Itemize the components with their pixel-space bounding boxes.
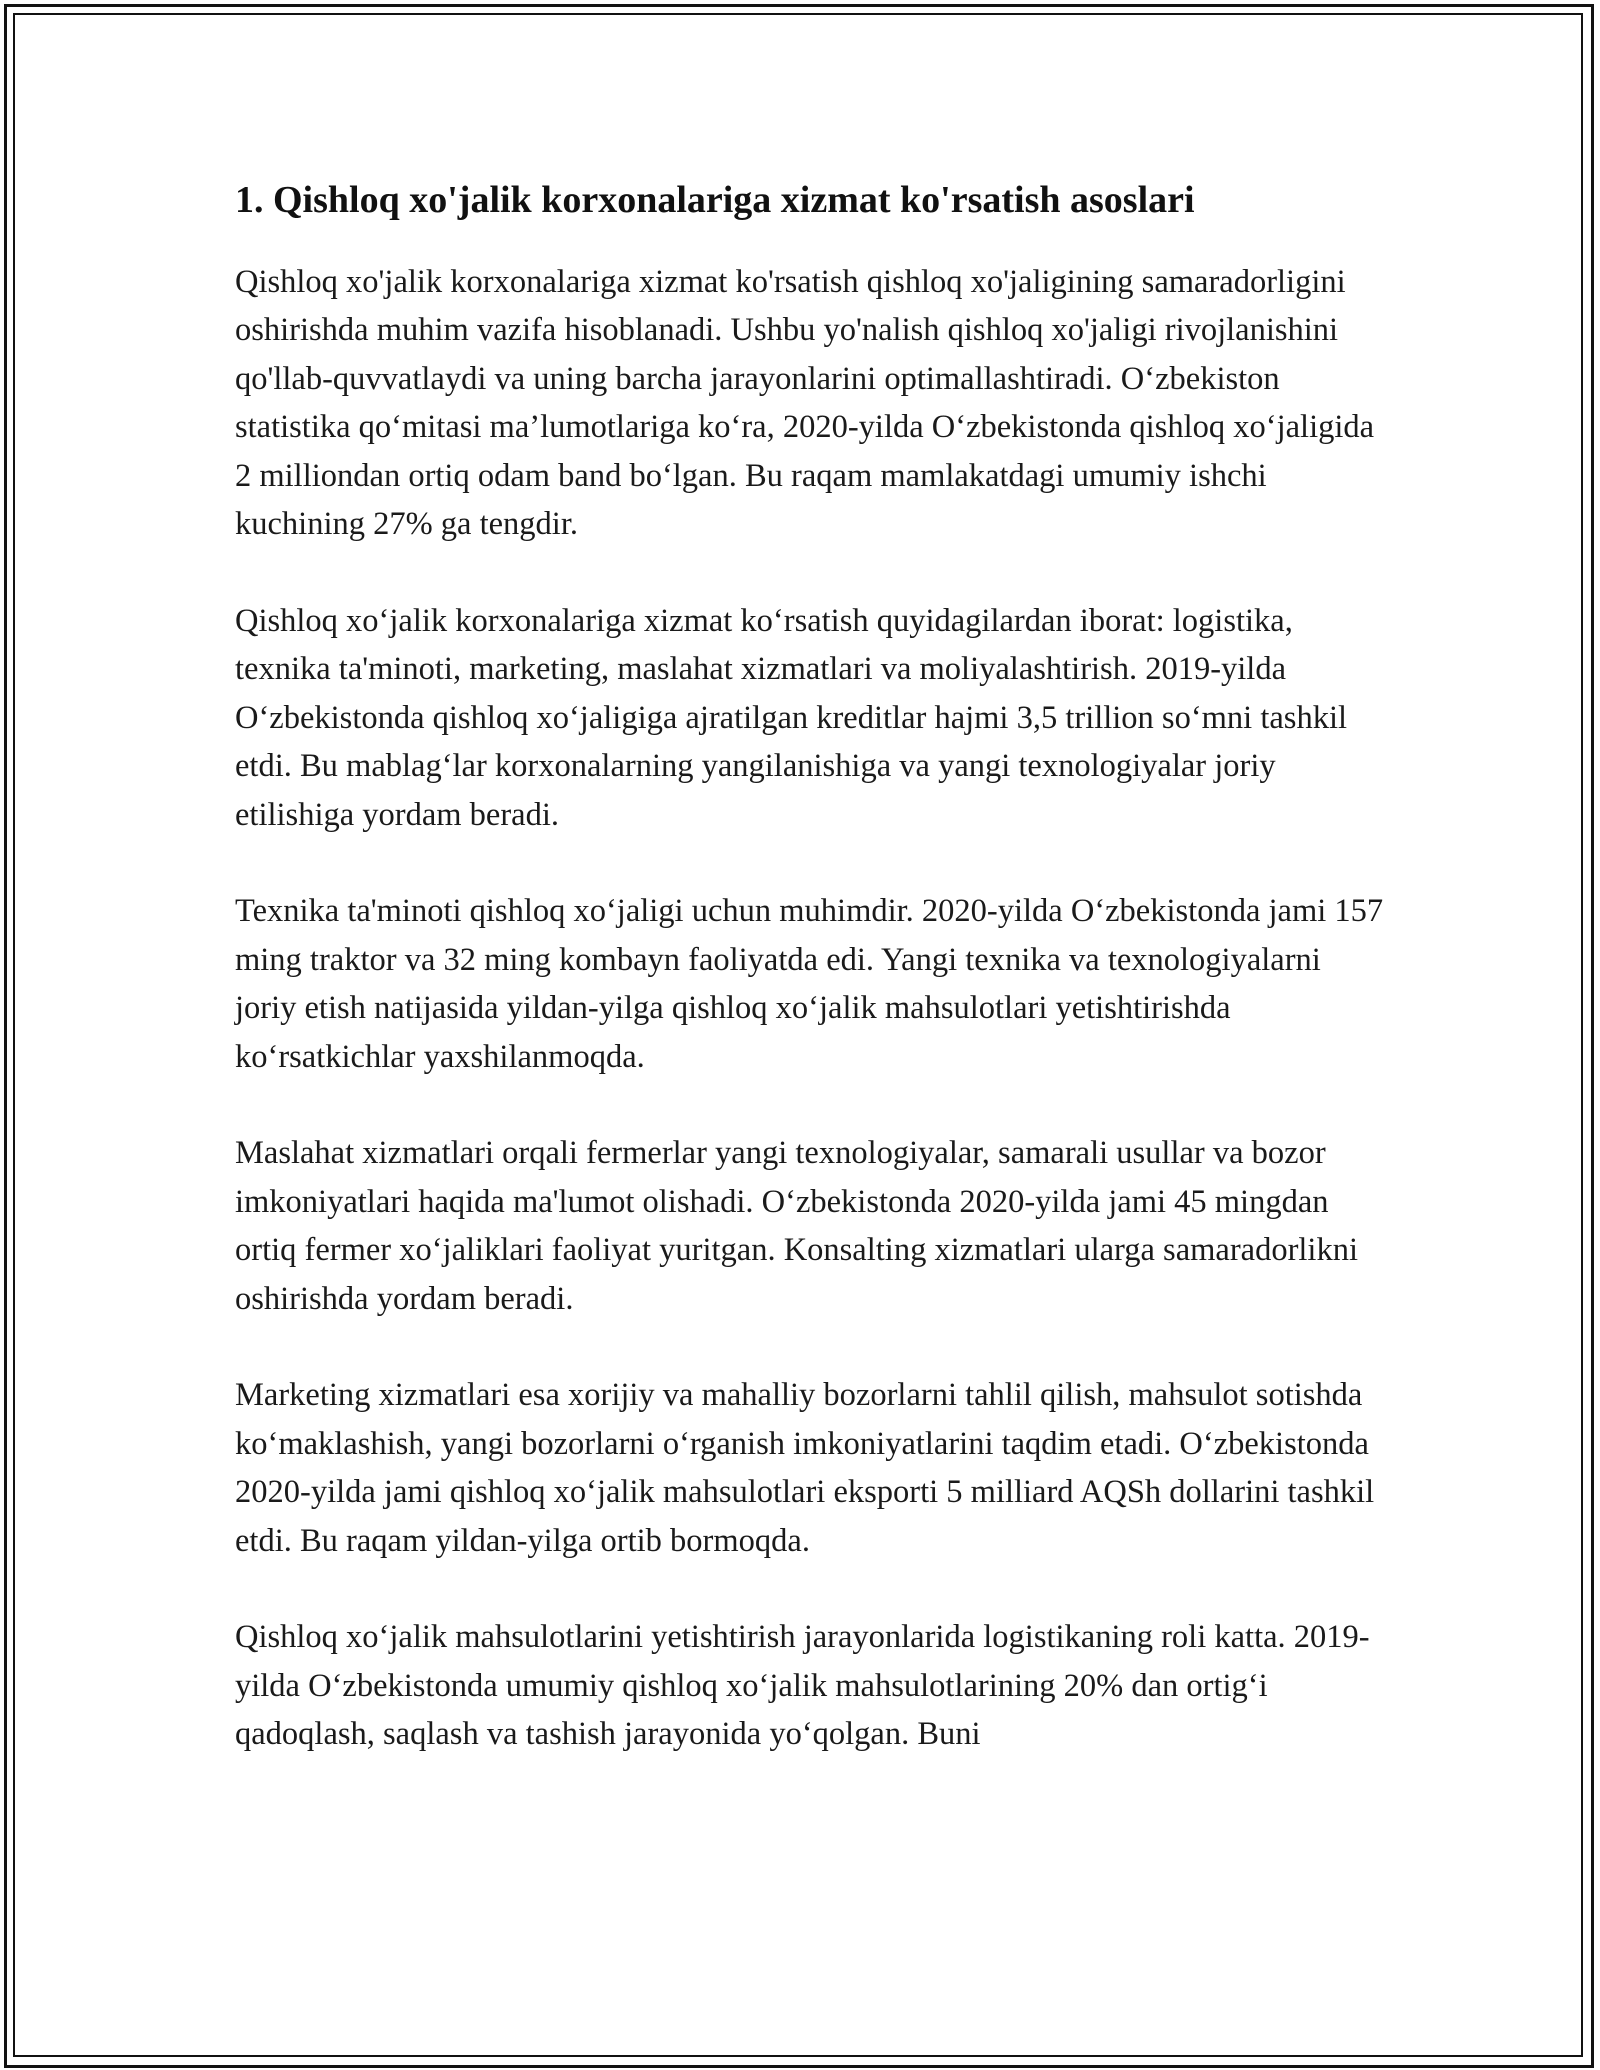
paragraph-machinery: Texnika ta'minoti qishloq xo‘jaligi uchun muhimdir. 2020-yilda O‘zbekistonda jami 157 ming traktor va 32 ming kombayn faoliyatda edi. Yangi texnika va texnologiyalarni joriy etish natijasida yildan-yilga qishloq xo‘jalik mahsulotlari yetishtirishda ko‘rsatkichlar yaxshilanmoqda. (235, 893, 1384, 1075)
paragraph-marketing: Marketing xizmatlari esa xorijiy va mahalliy bozorlarni tahlil qilish, mahsulot sotishda ko‘maklashish, yangi bozorlarni o‘rganish imkoniyatlarini taqdim etadi. O‘zbekistonda 2020-yilda jami qishloq xo‘jalik mahsulotlari eksporti 5 milliard AQSh dollarini tashkil etdi. Bu raqam yildan-yilga ortib bormoqda. (235, 1377, 1375, 1559)
paragraph-workforce: Qishloq xo'jalik korxonalariga xizmat ko'rsatish qishloq xo'jaligining samaradorligini oshirishda muhim vazifa hisoblanadi. Ushbu yo'nalish qishloq xo'jaligi rivojlanishini qo'llab-quvvatlaydi va uning barcha jarayonlarini optimallashtiradi. O‘zbekiston statistika qo‘mitasi ma’lumotlariga ko‘ra, 2020-yilda O‘zbekistonda qishloq xo‘jaligida 2 milliondan ortiq odam band bo‘lgan. Bu raqam mamlakatdagi umumiy ishchi kuchining 27% ga tengdir. (235, 263, 1375, 543)
page-title: 1. Qishloq xo'jalik korxonalariga xizmat ko'rsatish asoslari (235, 179, 1195, 221)
document-body (235, 178, 1385, 1759)
paragraph-logistics: Qishloq xo‘jalik mahsulotlarini yetishtirish jarayonlarida logistikaning roli katta. 2019-yilda O‘zbekistonda umumiy qishloq xo‘jalik mahsulotlarining 20% dan ortig‘i qadoqlash, saqlash va tashish jarayonida yo‘qolgan. Buni (235, 1619, 1370, 1753)
paragraph-consulting: Maslahat xizmatlari orqali fermerlar yangi texnologiyalar, samarali usullar va bozor imkoniyatlari haqida ma'lumot olishadi. O‘zbekistonda 2020-yilda jami 45 mingdan ortiq fermer xo‘jaliklari faoliyat yuritgan. Konsalting xizmatlari ularga samaradorlikni oshirishda yordam beradi. (235, 1135, 1358, 1317)
paragraph-service-types: Qishloq xo‘jalik korxonalariga xizmat ko‘rsatish quyidagilardan iborat: logistika, texnika ta'minoti, marketing, maslahat xizmatlari va moliyalashtirish. 2019-yilda O‘zbekistonda qishloq xo‘jaligiga ajratilgan kreditlar hajmi 3,5 trillion so‘mni tashkil etdi. Bu mablag‘lar korxonalarning yangilanishiga va yangi texnologiyalar joriy etilishiga yordam beradi. (235, 602, 1347, 833)
